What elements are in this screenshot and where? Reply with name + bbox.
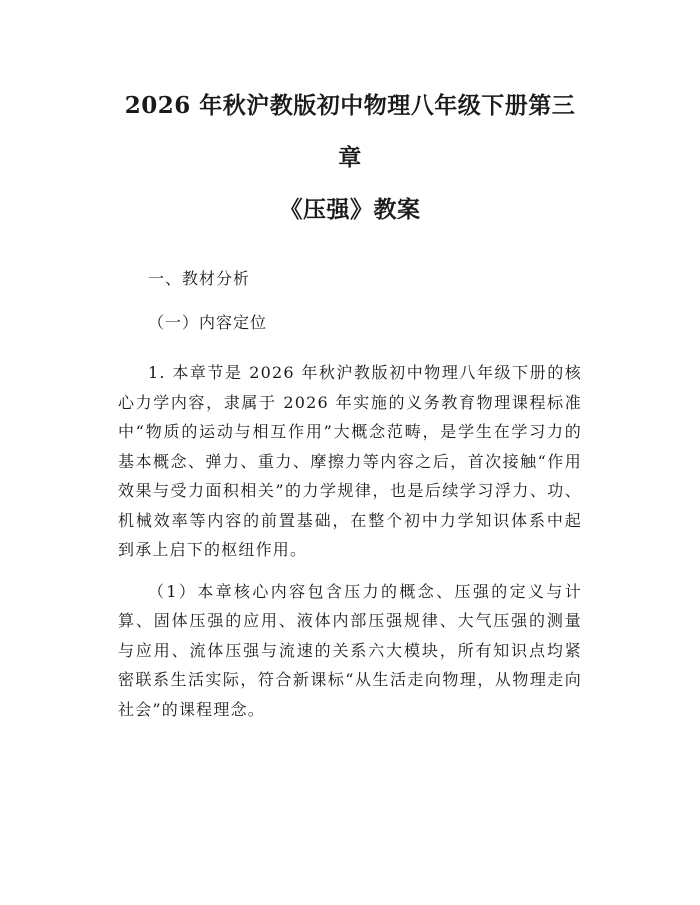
paragraph-2: （1）本章核心内容包含压力的概念、压强的定义与计算、固体压强的应用、液体内部压强规律、大气压强的测量与应用、流体压强与流速的关系六大模块，所有知识点均紧密联系生活实际，符合新课标“从生活走向物理，从物理走向社会”的课程理念。	[118, 581, 582, 719]
section-heading: 一、教材分析	[148, 269, 251, 288]
document-title-line-1: 2026 年秋沪教版初中物理八年级下册第三章	[124, 92, 576, 171]
subsection-heading: （一）内容定位	[148, 313, 268, 332]
paragraph-1: 1. 本章节是 2026 年秋沪教版初中物理八年级下册的核心力学内容，隶属于 2026 年实施的义务教育物理课程标准中“物质的运动与相互作用”大概念范畴，是学生在学习力的基本概念、弹力、重力、摩擦力等内容之后，首次接触“作用效果与受力面积相关”的力学规律，也是后续学习浮力、功、机械效率等内容的前置基础，在整个初中力学知识体系中起到承上启下的枢纽作用。	[118, 363, 582, 559]
document-title-line-2: 《压强》教案	[279, 196, 421, 223]
